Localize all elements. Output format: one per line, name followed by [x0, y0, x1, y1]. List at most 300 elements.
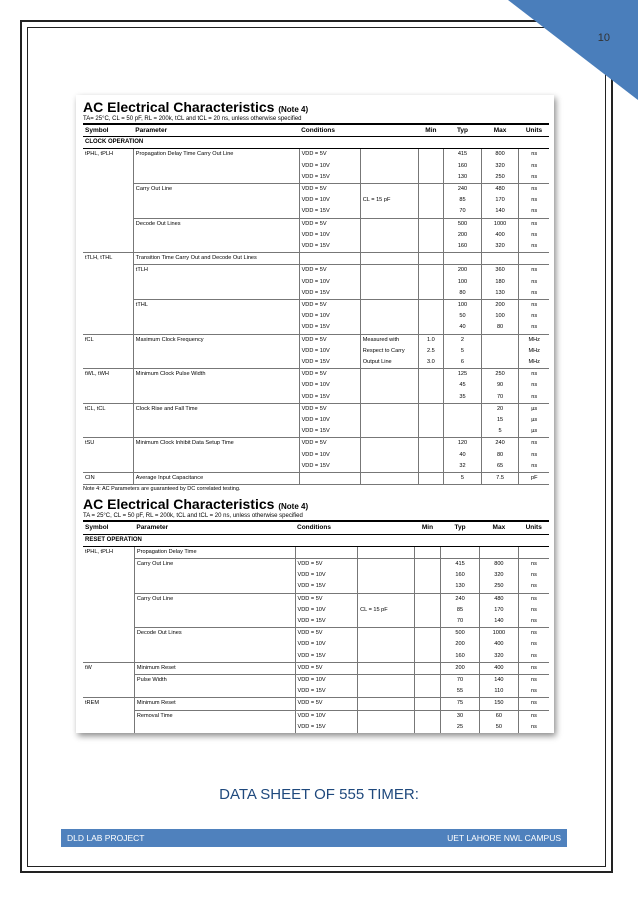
table-row — [83, 581, 549, 593]
table-cell — [83, 288, 133, 300]
table-cell: VDD = 5V — [295, 593, 358, 605]
table-cell — [444, 403, 481, 415]
table-cell — [418, 415, 444, 426]
header-cell: Units — [519, 124, 549, 137]
table-cell — [83, 605, 134, 616]
table-cell — [418, 277, 444, 288]
table-1-note: (Note 4) — [278, 105, 309, 114]
table-row — [83, 218, 549, 230]
table-cell: 1000 — [479, 628, 518, 640]
table-cell: ns — [518, 662, 549, 674]
table-cell — [418, 241, 444, 253]
table-cell — [360, 265, 418, 277]
table-cell: 70 — [481, 392, 519, 404]
table-cell: 100 — [444, 300, 481, 312]
table-cell: 5 — [481, 426, 519, 438]
table-cell: 2 — [444, 334, 481, 346]
table-cell: VDD = 10V — [299, 450, 360, 461]
table-cell: tSU — [83, 438, 133, 450]
table-cell: 2.5 — [418, 346, 444, 357]
table-cell: 400 — [479, 662, 518, 674]
table-cell — [414, 662, 440, 674]
table-block-2 — [76, 496, 554, 733]
table-cell — [418, 438, 444, 450]
table-cell — [83, 710, 134, 722]
table-cell: VDD = 15V — [295, 651, 358, 663]
table-cell: ns — [518, 651, 549, 663]
table-row — [83, 593, 549, 605]
table-cell: ns — [531, 162, 538, 169]
table-row — [83, 651, 549, 663]
table-cell — [358, 616, 415, 628]
table-cell: 80 — [444, 288, 481, 300]
table-cell: Measured with — [360, 334, 418, 346]
table-cell: CL = 15 pF — [360, 195, 418, 206]
table-cell: 90 — [481, 380, 519, 391]
table-cell — [360, 206, 418, 218]
table-cell: 85 — [444, 195, 481, 206]
figure-caption: DATA SHEET OF 555 TIMER: — [219, 786, 419, 803]
table-cell: VDD = 5V — [295, 698, 358, 710]
table-cell: µs — [531, 417, 538, 424]
table-cell: VDD = 5V — [299, 403, 360, 415]
table-cell: ns — [531, 197, 538, 204]
table-cell: tWL, tWH — [83, 369, 133, 381]
table-cell: VDD = 5V — [295, 628, 358, 640]
table-cell: VDD = 15V — [299, 241, 360, 253]
table-row — [83, 438, 549, 450]
table-cell — [83, 415, 133, 426]
table-cell: 240 — [444, 184, 481, 196]
table-cell: 5 — [444, 346, 481, 357]
table-1-header-row — [83, 124, 549, 137]
table-cell — [83, 461, 133, 473]
header-cell — [358, 521, 415, 534]
table-cell — [133, 357, 299, 369]
table-cell — [358, 639, 415, 650]
table-cell: 150 — [479, 698, 518, 710]
table-row — [83, 230, 549, 241]
table-cell: 500 — [441, 628, 480, 640]
table-cell — [133, 322, 299, 334]
table-row — [83, 710, 549, 722]
table-cell — [358, 593, 415, 605]
table-cell: 140 — [479, 616, 518, 628]
header-cell: Symbol — [83, 124, 133, 137]
table-cell: 100 — [444, 277, 481, 288]
table-cell: VDD = 15V — [299, 357, 360, 369]
table-cell — [414, 546, 440, 558]
table-cell — [414, 639, 440, 650]
table-cell: ns — [531, 231, 538, 238]
table-cell: 480 — [481, 184, 519, 196]
table-cell: ns — [530, 606, 537, 613]
table-cell: Pulse Width — [134, 674, 295, 686]
table-cell — [418, 149, 444, 161]
table-cell — [134, 639, 295, 650]
table-cell — [444, 426, 481, 438]
table-cell: VDD = 15V — [295, 686, 358, 698]
table-cell — [299, 253, 360, 265]
table-cell — [133, 415, 299, 426]
table-cell — [83, 265, 133, 277]
table-row — [83, 288, 549, 300]
table-cell: µs — [531, 405, 538, 412]
table-cell: Output Line — [360, 357, 418, 369]
table-cell — [360, 149, 418, 161]
table-cell — [83, 651, 134, 663]
table-cell: ns — [531, 267, 538, 274]
table-cell: 20 — [481, 403, 519, 415]
table-cell — [83, 206, 133, 218]
table-cell — [133, 241, 299, 253]
table-cell: 170 — [479, 605, 518, 616]
table-cell — [360, 161, 418, 172]
table-cell: ns — [530, 641, 537, 648]
table-cell: 110 — [479, 686, 518, 698]
table-cell — [444, 415, 481, 426]
header-cell: Max — [481, 124, 519, 137]
table-cell — [134, 722, 295, 733]
table-cell: VDD = 10V — [299, 230, 360, 241]
table-cell — [133, 311, 299, 322]
table-row — [83, 403, 549, 415]
table-cell: 480 — [479, 593, 518, 605]
table-cell: 75 — [441, 698, 480, 710]
table-1-title — [83, 99, 554, 115]
table-cell — [360, 473, 418, 485]
table-cell: 125 — [444, 369, 481, 381]
table-cell: ns — [530, 560, 537, 567]
table-cell: ns — [519, 392, 549, 404]
table-cell: VDD = 15V — [299, 288, 360, 300]
table-cell — [414, 616, 440, 628]
table-cell: 170 — [481, 195, 519, 206]
table-cell: 50 — [479, 722, 518, 733]
table-cell: VDD = 5V — [299, 300, 360, 312]
table-cell — [134, 686, 295, 698]
table-cell: Minimum Clock Inhibit Data Setup Time — [133, 438, 299, 450]
table-row — [83, 392, 549, 404]
table-cell: 100 — [481, 311, 519, 322]
table-cell — [83, 195, 133, 206]
table-cell — [358, 628, 415, 640]
table-row — [83, 570, 549, 581]
table-cell: 1.0 — [418, 334, 444, 346]
table-cell: VDD = 10V — [295, 605, 358, 616]
table-cell: 320 — [481, 161, 519, 172]
table-row — [83, 322, 549, 334]
table-cell: Clock Rise and Fall Time — [133, 403, 299, 415]
table-cell: VDD = 10V — [299, 415, 360, 426]
table-cell — [83, 426, 133, 438]
table-row — [83, 546, 549, 558]
table-cell: ns — [530, 712, 537, 719]
table-cell — [133, 161, 299, 172]
table-cell — [134, 605, 295, 616]
table-cell — [418, 450, 444, 461]
table-2-conditions: TA = 25°C, CL = 50 pF, RL = 200k, tCL and tCL = 20 ns, unless otherwise specified — [83, 513, 303, 520]
table-row — [83, 686, 549, 698]
table-cell — [83, 357, 133, 369]
table-cell: 320 — [479, 570, 518, 581]
table-cell — [133, 380, 299, 391]
table-cell: 70 — [441, 674, 480, 686]
table-cell: Carry Out Line — [133, 184, 299, 196]
table-cell: 250 — [481, 369, 519, 381]
table-cell: VDD = 10V — [299, 277, 360, 288]
table-cell: 1000 — [481, 218, 519, 230]
table-cell: 200 — [444, 230, 481, 241]
table-cell: 415 — [444, 149, 481, 161]
table-2-title — [83, 496, 554, 512]
table-row — [83, 357, 549, 369]
table-cell — [418, 300, 444, 312]
table-cell: VDD = 15V — [299, 206, 360, 218]
table-cell — [414, 605, 440, 616]
table-cell: Removal Time — [134, 710, 295, 722]
table-cell — [418, 473, 444, 485]
table-cell: Propagation Delay Time — [134, 546, 295, 558]
table-cell — [295, 546, 358, 558]
table-row — [83, 461, 549, 473]
table-cell — [83, 161, 133, 172]
table-cell: 160 — [441, 570, 480, 581]
table-row — [83, 473, 549, 485]
table-cell — [133, 346, 299, 357]
table-cell — [358, 570, 415, 581]
table-row — [83, 241, 549, 253]
table-cell: tTHL — [133, 300, 299, 312]
table-cell: Decode Out Lines — [133, 218, 299, 230]
table-cell — [360, 241, 418, 253]
table-cell: 25 — [441, 722, 480, 733]
table-cell: VDD = 15V — [295, 722, 358, 733]
table-2 — [83, 520, 549, 733]
table-cell — [133, 426, 299, 438]
table-cell: 45 — [444, 380, 481, 391]
table-cell — [83, 311, 133, 322]
table-cell: tREM — [83, 698, 134, 710]
table-cell: Carry Out Line — [134, 593, 295, 605]
table-cell — [360, 300, 418, 312]
table-cell: 130 — [444, 172, 481, 184]
header-cell: Typ — [441, 521, 480, 534]
table-cell: Maximum Clock Frequency — [133, 334, 299, 346]
table-cell: 200 — [441, 662, 480, 674]
table-cell — [83, 300, 133, 312]
table-cell: tTLH, tTHL — [83, 253, 133, 265]
table-row — [83, 149, 549, 161]
table-cell — [360, 311, 418, 322]
table-row — [83, 369, 549, 381]
table-cell — [83, 322, 133, 334]
table-cell: VDD = 5V — [299, 369, 360, 381]
table-cell: 80 — [481, 322, 519, 334]
table-row — [83, 172, 549, 184]
table-cell: ns — [531, 220, 538, 227]
table-cell — [418, 369, 444, 381]
header-cell: Conditions — [299, 124, 360, 137]
table-cell: VDD = 5V — [299, 149, 360, 161]
table-cell — [418, 184, 444, 196]
table-cell: Minimum Clock Pulse Width — [133, 369, 299, 381]
table-cell — [444, 253, 481, 265]
table-cell — [358, 546, 415, 558]
table-cell: ns — [531, 451, 538, 458]
table-1-conditions: TA= 25°C, CL = 50 pF, RL = 200k, tCL and tCL = 20 ns, unless otherwise specified — [83, 116, 302, 122]
table-cell — [360, 172, 418, 184]
table-cell — [441, 546, 480, 558]
table-cell — [360, 403, 418, 415]
table-cell — [414, 570, 440, 581]
table-cell — [418, 392, 444, 404]
table-cell — [83, 218, 133, 230]
table-cell: VDD = 15V — [299, 172, 360, 184]
table-cell: tCL, tCL — [83, 403, 133, 415]
table-row — [83, 558, 549, 570]
table-cell: VDD = 15V — [299, 392, 360, 404]
table-cell: 140 — [481, 206, 519, 218]
table-row — [83, 265, 549, 277]
table-cell: 160 — [444, 241, 481, 253]
footer-left-text: DLD LAB PROJECT — [67, 833, 145, 843]
table-cell: 5 — [444, 473, 481, 485]
table-cell: 320 — [481, 241, 519, 253]
table-cell: 250 — [479, 581, 518, 593]
table-cell — [418, 403, 444, 415]
table-cell — [414, 651, 440, 663]
table-cell: Propagation Delay Time Carry Out Line — [133, 149, 299, 161]
table-cell: ns — [518, 686, 549, 698]
table-cell: tW — [83, 662, 134, 674]
table-cell: VDD = 5V — [299, 184, 360, 196]
table-1-body — [83, 137, 549, 485]
table-cell: 35 — [444, 392, 481, 404]
table-cell: ns — [530, 572, 537, 579]
table-cell — [133, 195, 299, 206]
table-cell — [83, 392, 133, 404]
table-cell: 50 — [444, 311, 481, 322]
header-cell: Parameter — [133, 124, 299, 137]
table-cell: 40 — [444, 450, 481, 461]
table-cell: tPHL, tPLH — [83, 149, 133, 161]
table-cell: ns — [531, 371, 538, 378]
table-cell: VDD = 10V — [295, 710, 358, 722]
table-cell — [134, 570, 295, 581]
table-row — [83, 206, 549, 218]
table-cell: CIN — [83, 473, 133, 485]
table-cell: 160 — [444, 161, 481, 172]
table-cell: 400 — [479, 639, 518, 650]
table-row — [83, 450, 549, 461]
table-cell: ns — [519, 288, 549, 300]
table-cell: VDD = 5V — [299, 265, 360, 277]
table-cell — [519, 253, 549, 265]
table-cell: ns — [531, 382, 538, 389]
table-cell — [418, 322, 444, 334]
table-cell — [479, 546, 518, 558]
table-cell: 800 — [481, 149, 519, 161]
header-cell: Units — [518, 521, 549, 534]
table-cell: 400 — [481, 230, 519, 241]
table-cell: 160 — [441, 651, 480, 663]
table-cell: VDD = 5V — [299, 334, 360, 346]
table-cell — [360, 277, 418, 288]
table-cell: VDD = 5V — [299, 218, 360, 230]
header-cell — [360, 124, 418, 137]
table-cell: 140 — [479, 674, 518, 686]
table-cell — [133, 172, 299, 184]
table-row — [83, 674, 549, 686]
table-row — [83, 698, 549, 710]
corner-decoration — [508, 0, 638, 100]
table-cell — [83, 558, 134, 570]
table-cell — [414, 628, 440, 640]
table-cell: VDD = 15V — [299, 426, 360, 438]
table-row — [83, 380, 549, 391]
table-cell: 130 — [481, 288, 519, 300]
table-cell — [83, 570, 134, 581]
table-cell: Minimum Reset — [134, 662, 295, 674]
table-2-note: (Note 4) — [278, 502, 309, 512]
table-cell — [299, 473, 360, 485]
table-row — [83, 195, 549, 206]
table-1-title-text: AC Electrical Characteristics — [83, 99, 275, 115]
table-cell — [418, 195, 444, 206]
table-cell: VDD = 10V — [299, 311, 360, 322]
table-cell: ns — [531, 186, 538, 193]
table-cell — [83, 639, 134, 650]
footer-right-text: UET LAHORE NWL CAMPUS — [447, 833, 561, 843]
table-cell: Average Input Capacitance — [133, 473, 299, 485]
table-cell — [83, 616, 134, 628]
table-cell: ns — [531, 313, 538, 320]
section-heading: CLOCK OPERATION — [83, 137, 549, 149]
table-cell: 200 — [481, 300, 519, 312]
table-cell — [360, 415, 418, 426]
table-cell — [418, 461, 444, 473]
table-cell: VDD = 15V — [295, 616, 358, 628]
table-cell — [83, 172, 133, 184]
table-cell: 200 — [441, 639, 480, 650]
table-cell — [481, 334, 519, 346]
table-cell — [134, 581, 295, 593]
header-cell: Conditions — [295, 521, 358, 534]
table-cell — [414, 558, 440, 570]
table-cell: CL = 15 pF — [358, 605, 415, 616]
table-block-1 — [76, 99, 554, 492]
table-cell: 85 — [441, 605, 480, 616]
table-cell: 415 — [441, 558, 480, 570]
table-cell — [414, 593, 440, 605]
table-cell — [360, 461, 418, 473]
table-cell — [360, 380, 418, 391]
table-cell: 3.0 — [418, 357, 444, 369]
table-cell — [481, 357, 519, 369]
table-cell — [360, 369, 418, 381]
table-cell: 7.5 — [481, 473, 519, 485]
table-cell — [418, 288, 444, 300]
table-row — [83, 334, 549, 346]
table-cell — [360, 438, 418, 450]
table-cell: ns — [530, 595, 537, 602]
table-cell: 30 — [441, 710, 480, 722]
table-cell — [418, 218, 444, 230]
table-cell: VDD = 10V — [299, 161, 360, 172]
table-1 — [83, 123, 549, 485]
table-cell — [358, 710, 415, 722]
